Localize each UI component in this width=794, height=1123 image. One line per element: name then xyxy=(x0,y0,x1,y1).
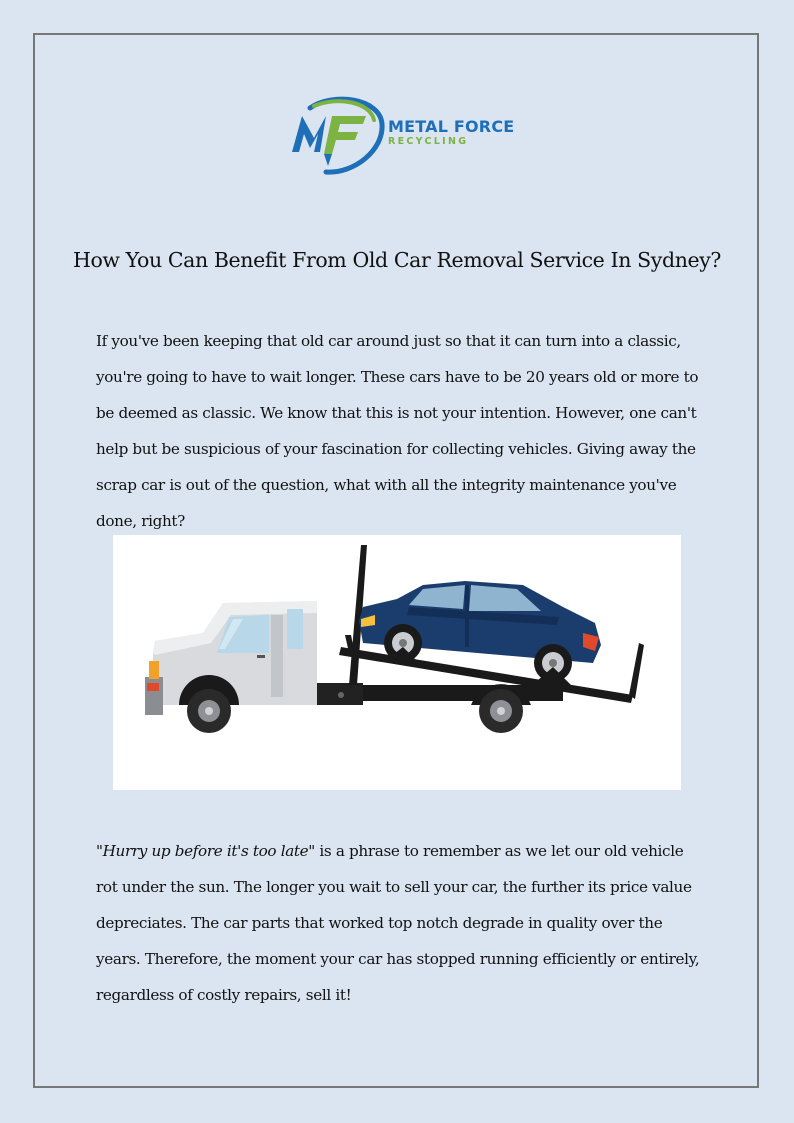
tow-truck-car-icon xyxy=(113,535,681,790)
intro-paragraph: If you've been keeping that old car around just so that it can turn into a classic, you're going to have to wait longer. These cars have to be 20 years old or more to be deemed as classic. We know that this is not your intention. However, one can't help but be suspicious of your fascination for collecting vehicles. Giving away the scrap car is out of the question, what with all the integrity maintenance you've done, right? xyxy=(96,332,699,530)
quote-phrase: "Hurry up before it's too late" xyxy=(96,842,315,860)
article-title: How You Can Benefit From Old Car Removal Service In Sydney? xyxy=(72,248,722,272)
company-logo xyxy=(288,94,518,178)
logo-brand-name: METAL FORCE xyxy=(388,117,515,136)
logo-brand-subtitle: RECYCLING xyxy=(388,136,469,147)
urgency-paragraph xyxy=(96,833,702,1013)
urgency-text: is a phrase to remember as we let our old vehicle rot under the sun. The longer you wait to sell your car, the further its price value depreciates. The car parts that worked top notch degrade in quality over the years. Therefore, the moment your car has stopped running efficiently or entirely, regardless of costly repairs, sell it! xyxy=(96,842,700,1004)
tow-truck-illustration xyxy=(113,535,681,790)
mf-monogram-icon xyxy=(288,94,388,178)
